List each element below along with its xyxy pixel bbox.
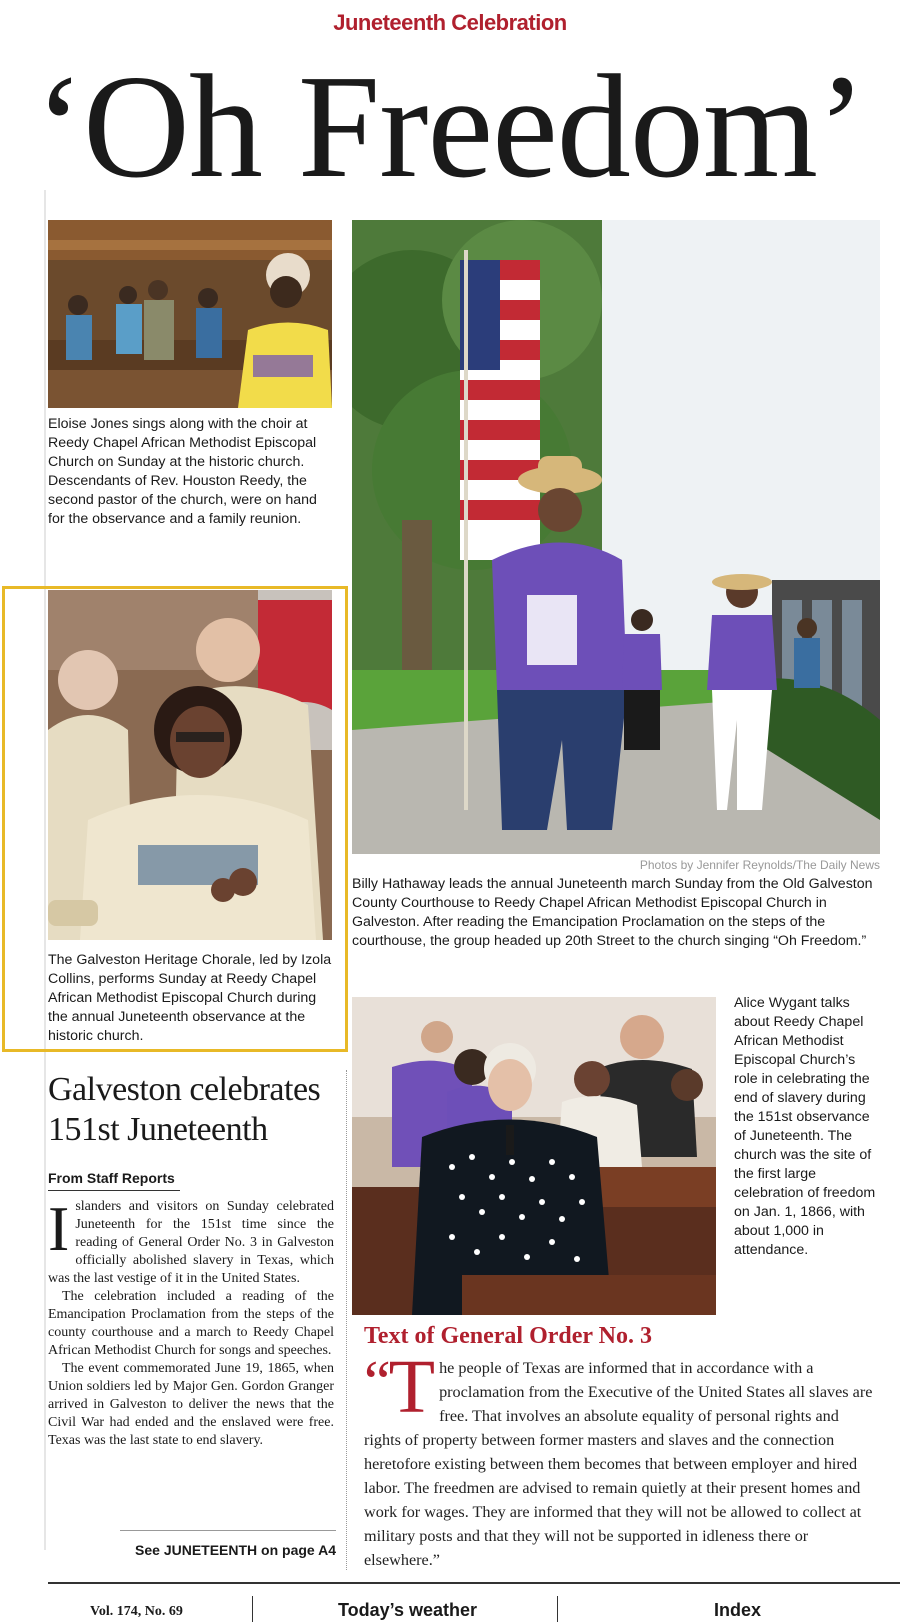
story-headline-line2: 151st Juneteenth bbox=[48, 1111, 268, 1148]
story-paragraph-2: The celebration included a reading of the Emancipation Proclamation from the steps of the county courthouse and a march to Reedy Chapel African Methodist Church for songs and speeches. bbox=[48, 1289, 334, 1358]
page-headline: ‘Oh Freedom’ bbox=[34, 45, 866, 209]
order-title: Text of General Order No. 3 bbox=[364, 1323, 652, 1349]
footer-volume: Vol. 174, No. 69 bbox=[90, 1604, 183, 1619]
footer-divider-1 bbox=[252, 1596, 253, 1622]
story-paragraph-1: Islanders and visitors on Sunday celebrated Juneteenth for the 151st time since the reading of General Order No. 3 in Galveston officially abolished slavery in Texas, which was the last vestige of it in the United States. bbox=[48, 1193, 334, 1286]
byline: From Staff Reports bbox=[48, 1170, 175, 1186]
footer-divider-2 bbox=[557, 1596, 558, 1622]
caption-wygant: Alice Wygant talks about Reedy Chapel African Methodist Episcopal Church’s role in celebrating the end of slavery during the 151st observance of Juneteenth. The church was the site of the first large celebration of freedom on Jan. 1, 1866, with about 1,000 in attendance. bbox=[734, 995, 876, 1258]
footer-index: Index bbox=[714, 1600, 762, 1620]
photo-choir bbox=[48, 220, 332, 408]
story-paragraph-3: The event commemorated June 19, 1865, when Union soldiers led by Major Gen. Gordon Granger arrived in Galveston to deliver the news that the Civil War had ended and the enslaved were free. Texas was the last state to end slavery. bbox=[48, 1361, 334, 1448]
photo-march bbox=[352, 220, 880, 854]
photo-credit: Photos by Jennifer Reynolds/The Daily News bbox=[639, 858, 880, 872]
story-body bbox=[48, 1193, 334, 1450]
caption-march: Billy Hathaway leads the annual Juneteenth march Sunday from the Old Galveston County Courthouse to Reedy Chapel African Methodist Episcopal Church in Galveston. After reading the Emancipation Proclamation on the steps of the courthouse, the group headed up 20th Street to the church singing “Oh Freedom.” bbox=[352, 876, 873, 949]
story-dropcap: I bbox=[48, 1193, 70, 1264]
jump-link[interactable]: See JUNETEENTH on page A4 bbox=[135, 1542, 336, 1558]
jump-rule bbox=[120, 1530, 336, 1531]
story-headline bbox=[48, 1070, 348, 1150]
byline-rule bbox=[48, 1190, 180, 1191]
caption-chorale: The Galveston Heritage Chorale, led by Izola Collins, performs Sunday at Reedy Chapel African Methodist Episcopal Church during the annual Juneteenth observance at the historic church. bbox=[48, 952, 332, 1044]
photo-chorale bbox=[48, 590, 332, 940]
column-divider bbox=[346, 1070, 347, 1570]
story-headline-line1: Galveston celebrates bbox=[48, 1071, 321, 1108]
order-dropcap: T bbox=[388, 1345, 436, 1429]
section-kicker: Juneteenth Celebration bbox=[333, 10, 567, 35]
footer-weather: Today’s weather bbox=[338, 1600, 478, 1620]
quote-mark: “ bbox=[364, 1349, 391, 1415]
order-text: “ T he people of Texas are informed that in accordance with a proclamation from the Executive of the United States all slaves are free. That involves an absolute equality of personal rights and rights of property between former masters and slaves and the connection heretofore existing between them becomes that between employer and hired labor. The freedmen are advised to remain quietly at their present homes and work for wages. They are informed that they will not be allowed to collect at military posts and that they will not be supported in idleness there or elsewhere.” bbox=[364, 1345, 873, 1569]
caption-choir: Eloise Jones sings along with the choir at Reedy Chapel African Methodist Episcopal Church on Sunday at the historic church. Descendants of Rev. Houston Reedy, the second pastor of the church, were on hand for the observance and a family reunion. bbox=[48, 416, 317, 527]
footer-rule bbox=[48, 1582, 900, 1584]
photo-wygant bbox=[352, 997, 716, 1315]
